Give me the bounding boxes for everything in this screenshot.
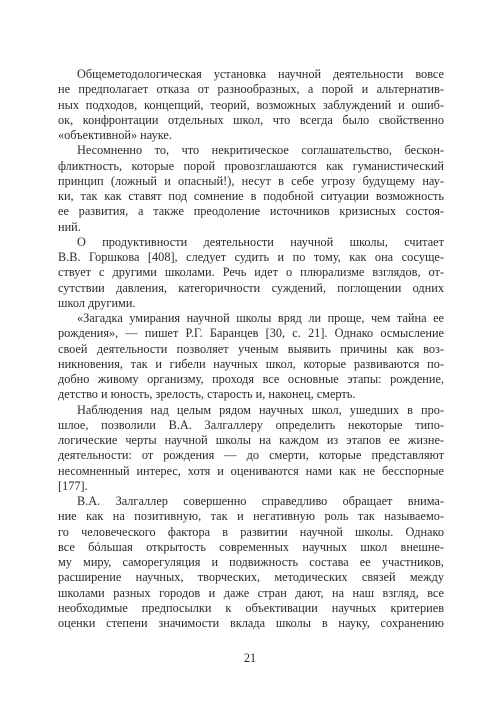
text-line: ствует с другими школами. Речь идет о плюрализме взглядов, от- bbox=[58, 265, 444, 280]
paragraph-1 bbox=[58, 67, 444, 143]
text-line: оценки степени значимости вклада школы в науку, сохранению bbox=[58, 616, 444, 630]
text-line: все бóльшая открытость современных научных школ внешне- bbox=[58, 539, 444, 554]
text-line: му миру, саморегуляция и подвижность состава ее участников, bbox=[58, 555, 444, 569]
text-line: принцип (ложный и опасный!), несут в себе угрозу будущему нау- bbox=[58, 173, 444, 188]
paragraph-2 bbox=[58, 143, 444, 235]
text-line: В.А. Залгаллер совершенно справедливо обращает внима- bbox=[77, 494, 444, 508]
text-line: ний. bbox=[58, 219, 81, 234]
text-line: добно живому организму, проходя все основные этапы: рождение, bbox=[58, 372, 444, 386]
text-line: сутствии давления, категоричности суждений, поглощении одних bbox=[58, 280, 444, 295]
paragraph-4 bbox=[58, 311, 444, 403]
text-line: ние как на позитивную, так и негативную роль так называемо- bbox=[58, 509, 444, 524]
text-line: Общеметодологическая установка научной деятельности вовсе bbox=[77, 67, 444, 81]
paragraph-6 bbox=[58, 494, 444, 631]
text-line: Наблюдения над целым рядом научных школ, ушедших в про- bbox=[77, 402, 444, 417]
text-line: детство и юность, зрелость, старость и, наконец, смерть. bbox=[58, 387, 356, 402]
text-line: В.В. Горшкова [408], следует судить и по тому, как она сосуще- bbox=[58, 250, 444, 264]
paragraph-5 bbox=[58, 403, 444, 495]
text-line: ее развития, а также преодоление источников кризисных состоя- bbox=[58, 204, 444, 219]
text-line: никновения, так и гибели научных школ, которые развиваются по- bbox=[58, 356, 444, 371]
text-line: «Загадка умирания научной школы вряд ли проще, чем тайна ее bbox=[77, 311, 444, 325]
text-line: «объективной» науке. bbox=[58, 128, 172, 142]
text-line: школами разных городов и даже стран дают, на наш взгляд, все bbox=[58, 585, 444, 600]
text-line: ок, конфронтации отдельных школ, что всегда было свойственно bbox=[58, 112, 444, 127]
text-line: школ другими. bbox=[58, 295, 136, 310]
text-line: расширение научных, творческих, методических связей между bbox=[58, 570, 444, 585]
text-line: своей деятельности позволяет ученым выявить причины как воз- bbox=[58, 341, 444, 356]
text-line: ки, так как ставят под сомнение в подобной ситуации возможность bbox=[58, 189, 444, 203]
text-line: го человеческого фактора в развитии научной школы. Однако bbox=[58, 524, 444, 539]
body-text bbox=[58, 67, 444, 631]
text-line: рождения», — пишет Р.Г. Баранцев [30, с. 21]. Однако осмысление bbox=[58, 326, 444, 341]
text-line: фликтность, которые порой провозглашаются как гуманистический bbox=[58, 158, 444, 173]
text-line: логические черты научной школы на каждом из этапов ее жизне- bbox=[58, 433, 444, 447]
text-line: не предполагает отказа от разнообразных, а порой и альтернатив- bbox=[58, 82, 444, 97]
text-line: О продуктивности деятельности научной школы, считает bbox=[77, 234, 444, 249]
page-number: 21 bbox=[243, 651, 257, 665]
text-line: ных подходов, концепций, теорий, возможных заблуждений и ошиб- bbox=[58, 97, 444, 112]
text-line: [177]. bbox=[58, 478, 88, 493]
text-line: деятельности: от рождения — до смерти, которые представляют bbox=[58, 448, 444, 463]
text-line: Несомненно то, что некритическое соглашательство, бескон- bbox=[77, 143, 444, 158]
text-line: необходимые предпосылки к объективации научных критериев bbox=[58, 600, 444, 615]
paragraph-3 bbox=[58, 235, 444, 311]
text-line: несомненный интерес, хотя и оцениваются нами как не бесспорные bbox=[58, 463, 444, 478]
text-line: шлое, позволили В.А. Залгаллеру определить некоторые типо- bbox=[58, 417, 444, 432]
